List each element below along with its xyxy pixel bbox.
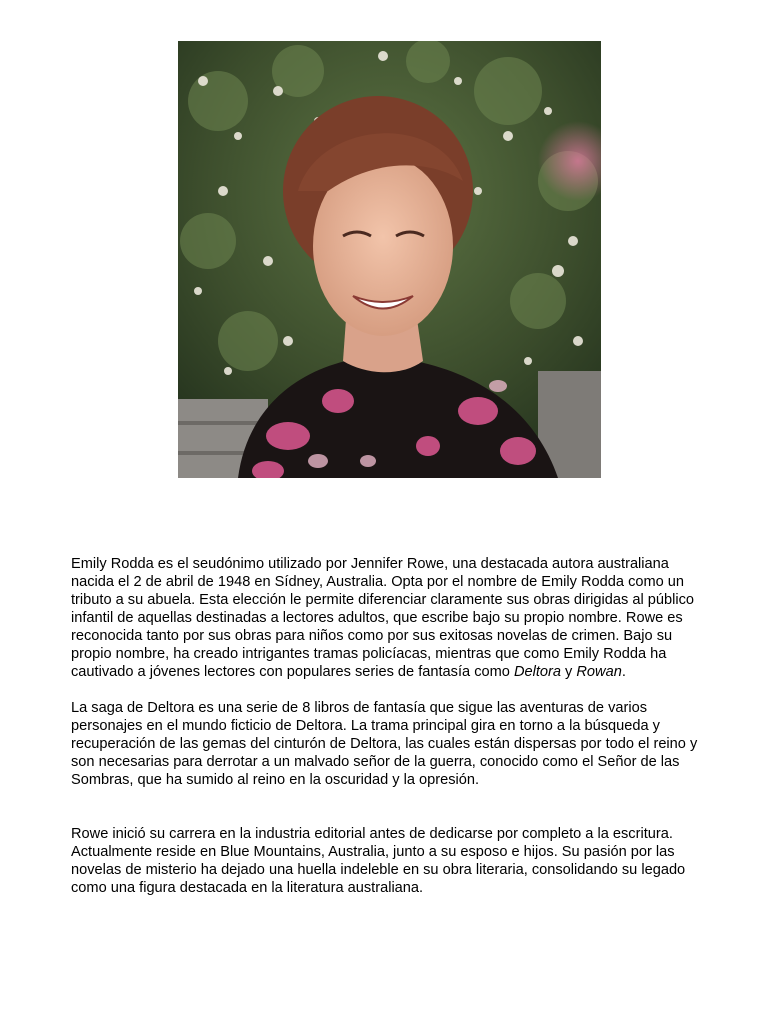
series-title-rowan: Rowan bbox=[576, 664, 622, 680]
paragraph-end-text: . bbox=[621, 664, 626, 680]
paragraph-deltora-saga: La saga de Deltora es una serie de 8 libros de fantasía que sigue las aventuras de varios personajes en el mundo ficticio de Deltora. La trama principal gira en torno a la búsqueda y recuperación de las gemas del cinturón de Deltora, las cuales están dispersas por todo el reino y son necesarias para derrotar a un malvado señor de la guerra, conocido como el Señor de las Sombras, que ha sumido al reino en la oscuridad y la opresión. bbox=[71, 700, 698, 788]
paragraph-biography-text: Emily Rodda es el seudónimo utilizado por Jennifer Rowe, una destacada autora australiana nacida el 2 de abril de 1948 en Sídney, Australia. Opta por el nombre de Emily Rodda como un tributo a su abuela. Esta elección le permite diferenciar claramente sus obras dirigidas al público infantil de aquellas destinadas a lectores adultos, que escribe bajo su propio nombre. Rowe es reconocida tanto por sus obras para niños como por sus exitosas novelas de crimen. Bajo su propio nombre, ha creado intrigantes tramas policíacas, mientras que como Emily Rodda ha cautivado a jóvenes lectores con populares series de fantasía como bbox=[71, 556, 694, 680]
author-photo bbox=[178, 41, 601, 478]
author-portrait-image bbox=[178, 41, 601, 478]
paragraph-career: Rowe inició su carrera en la industria editorial antes de dedicarse por completo a la escritura. Actualmente reside en Blue Mountains, Australia, junto a su esposo e hijos. Su pasión por las novelas de misterio ha dejado una huella indeleble en su obra literaria, consolidando su legado como una figura destacada en la literatura australiana. bbox=[71, 826, 686, 896]
series-title-deltora: Deltora bbox=[513, 664, 561, 680]
paragraph-biography bbox=[71, 555, 701, 681]
paragraph-join-text: y bbox=[560, 664, 577, 680]
biography-text bbox=[71, 555, 701, 897]
